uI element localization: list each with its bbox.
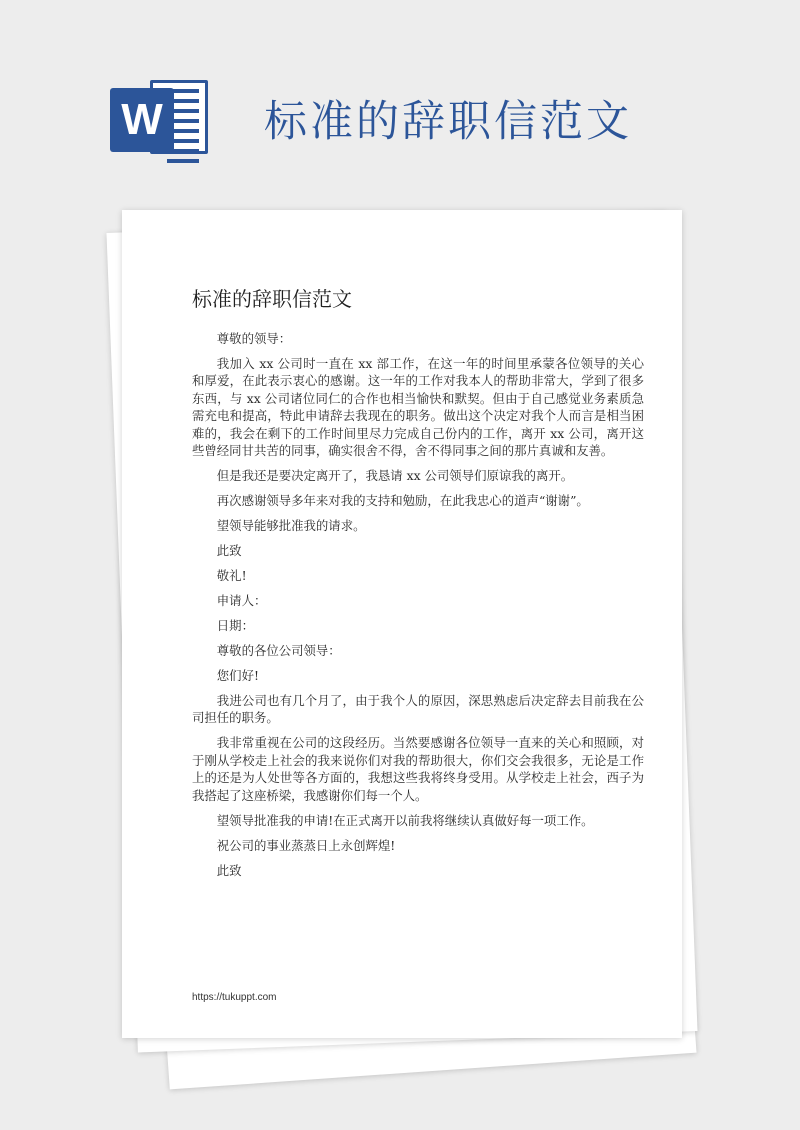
word-logo-icon — [110, 74, 210, 160]
body-paragraph: 祝公司的事业蒸蒸日上永创辉煌! — [216, 837, 396, 853]
page-header — [0, 0, 800, 200]
closing-line: 敬礼! — [216, 568, 247, 584]
body-paragraph: 望领导能够批准我的请求。 — [216, 518, 366, 534]
body-paragraph: 我进公司也有几个月了，由于我个人的原因，深思熟虑后决定辞去目前我在公司担任的职务。 — [192, 693, 644, 726]
greeting-line: 您们好! — [216, 668, 259, 684]
body-paragraph: 再次感谢领导多年来对我的支持和勉励，在此我忠心的道声“谢谢”。 — [216, 493, 589, 509]
word-letter-badge: W — [110, 88, 174, 152]
applicant-line: 申请人： — [216, 593, 267, 609]
closing-line: 此致 — [216, 543, 242, 559]
document-body — [192, 330, 644, 887]
salutation: 尊敬的领导： — [216, 331, 292, 346]
body-paragraph: 望领导批准我的申请!在正式离开以前我将继续认真做好每一项工作。 — [216, 812, 594, 828]
body-paragraph: 我加入 xx 公司时一直在 xx 部工作，在这一年的时间里承蒙各位领导的关心和厚爱，在此表示衷心的感谢。这一年的工作对我本人的帮助非常大，学到了很多东西，与 xx 公司诸位同仁的合作也相当愉快和默契。但由于自己感觉业务素质急需充电和提高，特此申请辞去我现在的职务。做出这个决定对我个人而言是相当困难的，我会在剩下的工作时间里尽力完成自己份内的工作，离开 xx 公司，离开这些曾经同甘共苦的同事，确实很舍不得，舍不得同事之间的那片真诚和友善。 — [192, 356, 644, 459]
closing-line: 此致 — [216, 862, 242, 878]
header-title: 标准的辞职信范文 — [264, 97, 632, 147]
document-footer-url: https://tukuppt.com — [192, 992, 277, 1003]
body-paragraph: 我非常重视在公司的这段经历。当然要感谢各位领导一直来的关心和照顾，对于刚从学校走上社会的我来说你们对我的帮助很大，你们交会我很多，无论是工作上的还是为人处世等各方面的，我想这些我将终身受用。从学校走上社会，西子为我搭起了这座桥梁，我感谢你们每一个人。 — [192, 735, 644, 803]
date-line: 日期： — [216, 618, 254, 634]
salutation: 尊敬的各位公司领导： — [216, 643, 341, 659]
body-paragraph: 但是我还是要决定离开了，我恳请 xx 公司领导们原谅我的离开。 — [216, 468, 574, 484]
document-title: 标准的辞职信范文 — [192, 287, 352, 311]
